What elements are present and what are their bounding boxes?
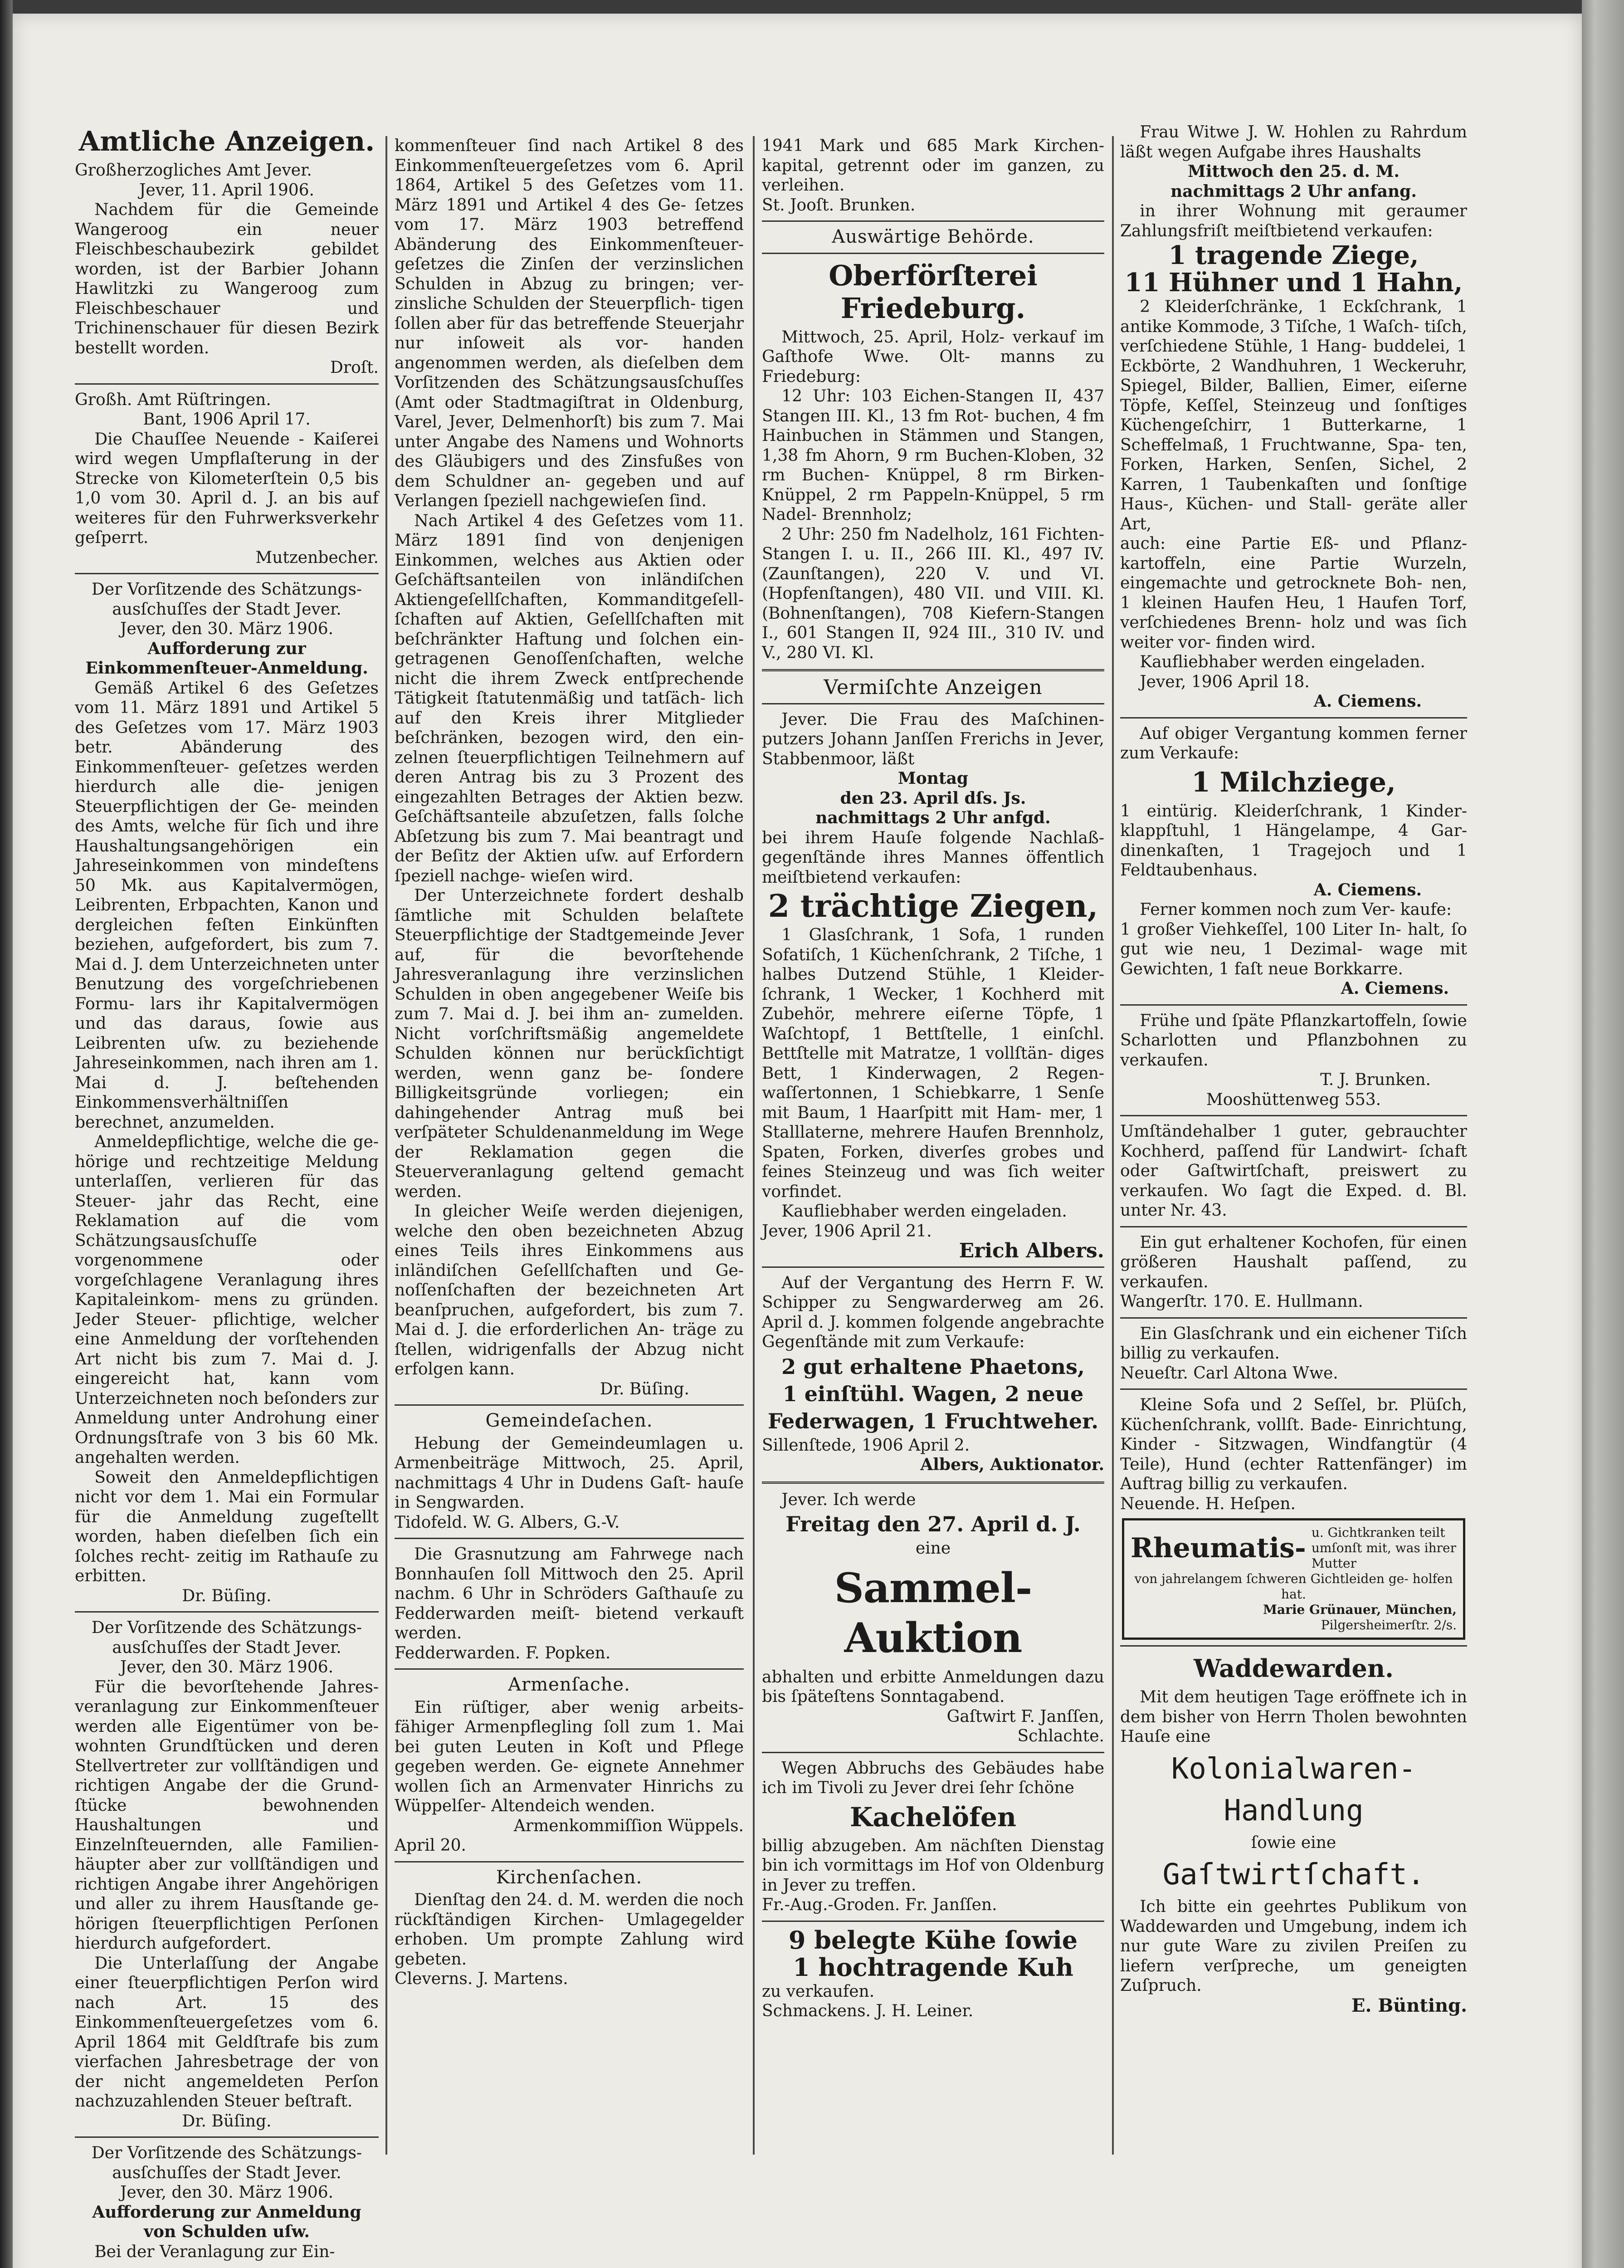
section-heading-gemeindesachen: Gemeindeſachen.	[485, 1410, 653, 1431]
divider	[1120, 1226, 1467, 1227]
ad-day: Montag	[897, 769, 969, 788]
notice-text: Für die bevorſtehende Jahres- veranlagung zur Einkommenſteuer werden alle Eigentümer von be- wohnten Grundſtücken und deren Stellvertreter zur vollſtändigen und richtigen Angabe der die Grund- ſtücke bewohnenden Haushaltungen und Einzelnſteuernden, alle Familien- häupter aber zur vollſtändigen und richtigen Angabe ihrer Angehörigen und aller zu ihrem Hausſtande ge- hörigen ſteuerpflichtigen Perſonen hierdurch aufgefordert.	[75, 1677, 379, 1953]
ad-text: in ihrer Wohnung mit geraumer Zahlungsfriſt meiſtbietend verkaufen:	[1120, 202, 1467, 240]
notice-signature: Droſt.	[330, 358, 379, 377]
notice-authority: Großherzogliches Amt Jever.	[75, 161, 312, 180]
notice-authority: Der Vorſitzende des Schätzungs- ausſchuſſes der Stadt Jever.	[91, 2144, 362, 2182]
ad-text: auch: eine Partie Eß- und Pflanz- kartoffeln, eine Partie Wurzeln, eingemachte und getrocknete Boh- nen, 1 kleinen Haufen Heu, 1 Haufen Torf, verſchiedenes Brenn- holz und was ſich weiter vor- finden wird.	[1120, 534, 1467, 652]
ad-text: Ich bitte ein geehrtes Publikum von Waddewarden und Umgebung, indem ich nur gute Ware zu zivilen Preiſen zu liefern verſpreche, um geneigten Zuſpruch.	[1120, 1897, 1467, 1995]
divider	[762, 1921, 1104, 1922]
column-rule-1	[385, 136, 387, 2155]
ad-headline-ziegen: 2 trächtige Ziegen,	[768, 888, 1098, 924]
ad-signature: Fr.-Aug.-Groden. Fr. Janſſen.	[762, 1896, 997, 1914]
ad-time: nachmittags 2 Uhr anfgd.	[815, 808, 1051, 827]
notice-date: Jever, den 30. März 1906.	[120, 1658, 334, 1677]
ad-signature: A. Ciemens.	[1341, 979, 1449, 998]
divider	[1120, 717, 1467, 719]
ad-headline-gastwirtschaft: Gaſtwirtſchaft.	[1162, 1858, 1425, 1892]
divider	[75, 573, 379, 574]
divider	[762, 1752, 1104, 1753]
ad-text: Umſtändehalber 1 guter, gebrauchter Kochherd, paſſend für Landwirt- ſchaft oder Gaſtwirtſchaft, preiswert zu verkaufen. Wo ſagt die Exped. d. Bl. unter Nr. 43.	[1120, 1122, 1467, 1220]
ad-signature: A. Ciemens.	[1313, 880, 1422, 899]
ad-title-oberfoersterei: Oberförſterei Friedeburg.	[829, 259, 1038, 325]
rheumatis-ad-title: Rheumatis-	[1131, 1532, 1306, 1564]
notice-text: In gleicher Weiſe werden diejenigen, welche den oben bezeichneten Abzug eines Teils ihres Einkommens aus inländiſchen Geſellſchaften und Ge- noſſenſchaften der bezeichneten Art beanſpruchen, aufgefordert, bis zum 7. Mai d. J. die erforderlichen An- träge zu ſtellen, widrigenfalls der Abzug nicht erfolgen kann.	[395, 1202, 744, 1378]
divider	[1120, 1317, 1467, 1319]
ad-date: Jever, 1906 April 18.	[1140, 672, 1310, 691]
notice-text: 1941 Mark und 685 Mark Kirchen- kapital, getrennt oder im ganzen, zu verleihen.	[762, 137, 1104, 195]
ad-signature: T. J. Brunken.	[1320, 1070, 1431, 1089]
ad-signature: Albers, Auktionator.	[920, 1455, 1104, 1474]
divider	[762, 220, 1104, 222]
rheumatis-ad-side-text: u. Gichtkranken teilt umſonſt mit, was ihrer Mutter	[1311, 1525, 1457, 1571]
notice-text: Die Grasnutzung am Fahrwege nach Bonnhauſen ſoll Mittwoch den 25. April nachm. 6 Uhr in Schröders Gaſthauſe zu Fedderwarden meiſt- bietend verkauft werden.	[395, 1545, 744, 1642]
ad-text: 1 eintürig. Kleiderſchrank, 1 Kinder- klappſtuhl, 1 Hängelampe, 4 Gar- dinenkaſten, 1 Tragejoch und 1 Feldtaubenhaus.	[1120, 802, 1467, 880]
ad-text: 12 Uhr: 103 Eichen-Stangen II, 437 Stangen III. Kl., 13 fm Rot- buchen, 4 fm Hainbuchen in Stämmen und Stangen, 1,38 fm Ahorn, 9 rm Buchen-Kloben, 32 rm Buchen- Knüppel, 8 rm Birken-Knüppel, 2 rm Pappeln-Knüppel, 5 rm Nadel- Brennholz;	[762, 387, 1104, 524]
divider	[395, 1861, 744, 1862]
ad-text: 2 Kleiderſchränke, 1 Eckſchrank, 1 antike Kommode, 3 Tiſche, 1 Waſch- tiſch, verſchiedene Stühle, 1 Hang- buddelei, 1 Eckbörte, 2 Wandhuhren, 1 Weckeruhr, Spiegel, Bilder, Ballien, Eimer, eiſerne Töpfe, Keſſel, Steinzeug und ſonſtiges Küchengeſchirr, 1 Butterkarne, 1 Scheffelmaß, 1 Fruchtwanne, Spa- ten, Forken, Harken, Senſen, Sichel, 2 Karren, 1 Taubenkaſten und ſonſtige Haus-, Küchen- und Stall- geräte aller Art,	[1120, 298, 1467, 533]
divider	[1120, 1115, 1467, 1116]
notice-text: Soweit den Anmeldepflichtigen nicht vor dem 1. Mai ein Formular für die Anmeldung zugeſtellt worden, haben dieſelben ſich ein ſolches recht- zeitig im Rathauſe zu erbitten.	[75, 1468, 379, 1585]
section-heading-armensache: Armenſache.	[508, 1674, 630, 1695]
notice-text: Ein rüſtiger, aber wenig arbeits- fähiger Armenpflegling ſoll zum 1. Mai bei guten Leuten in Koſt und Pflege gegeben werden. Ge- eignete Annehmer wollen ſich an Armenvater Hinrichs zu Wüppelſer- Altendeich wenden.	[395, 1698, 744, 1815]
divider	[75, 1611, 379, 1613]
divider	[395, 1404, 744, 1406]
notice-text: Gemäß Artikel 6 des Geſetzes vom 11. März 1891 und Artikel 5 des Geſetzes vom 17. März 1903 betr. Abänderung des Einkommenſteuer- geſetzes werden hierdurch alle die- jenigen Steuerpflichtigen der Ge- meinden des Amts, welche für ſich und ihre Haushaltungsangehörigen ein Jahreseinkommen von mindeſtens 50 Mk. aus Kapitalvermögen, Leibrenten, Erbpachten, Kanon und dergleichen feſten Einkünften beziehen, aufgefordert, bis zum 7. Mai d. J. dem Unterzeichneten unter Benutzung des vorgeſchriebenen Formu- lars ihr Kapitalvermögen und das daraus, ſowie aus Leibrenten uſw. zu beziehende Jahreseinkommen, nach ihren am 1. Mai d. J. beſtehenden Einkommensverhältniſſen berechnet, anzumelden.	[75, 679, 379, 1132]
column-rule-2	[753, 136, 755, 2155]
ad-text: eine	[915, 1539, 951, 1558]
notice-authority: Der Vorſitzende des Schätzungs- ausſchuſſes der Stadt Jever.	[91, 1618, 362, 1657]
notice-signature: Mutzenbecher.	[255, 548, 379, 567]
notice-title: Einkommenſteuer-Anmeldung.	[85, 659, 368, 678]
ad-date: den 23. April dſs. Js.	[840, 788, 1026, 808]
ad-text: Wegen Abbruchs des Gebäudes habe ich im Tivoli zu Jever drei ſehr ſchöne	[762, 1759, 1104, 1797]
ad-text: abhalten und erbitte Anmeldungen dazu bis ſpäteſtens Sonntagabend.	[762, 1667, 1104, 1706]
ad-text: 1 großer Viehkeſſel, 100 Liter In- halt, ſo gut wie neu, 1 Dezimal- wage mit Gewichten, 1 faſt neue Borkkarre.	[1120, 920, 1467, 978]
notice-date: Jever, den 30. März 1906.	[120, 620, 334, 638]
ad-signature: Erich Albers.	[959, 1239, 1104, 1262]
ad-headline-ziege: 1 tragende Ziege,	[1168, 240, 1419, 270]
notice-signature: St. Jooſt. Brunken.	[762, 196, 916, 215]
notice-title: Aufforderung zur	[147, 639, 306, 658]
ad-signature: Schmackens. J. H. Leiner.	[762, 2002, 974, 2020]
ad-signature: Neuende. H. Heſpen.	[1120, 1494, 1296, 1513]
notice-text: Die Unterlaſſung der Angabe einer ſteuerpflichtigen Perſon wird nach Art. 15 des Einkommenſteuergeſetzes vom 6. April 1864 mit Geldſtrafe bis zum vierfachen Jahresbetrage der von der nicht angemeldeten Perſon nachzuzahlenden Steuer beſtraft.	[75, 1954, 379, 2111]
ad-signature: A. Ciemens.	[1313, 692, 1422, 711]
notice-signature: Dr. Büſing.	[600, 1379, 689, 1398]
notice-text: kommenſteuer ſind nach Artikel 8 des Einkommenſteuergeſetzes vom 6. April 1864, Artikel 5 des Geſetzes vom 11. März 1891 und Artikel 4 des Ge- ſetzes vom 17. März 1903 betreffend Abänderung des Einkommenſteuer- geſetzes die Zinſen der verzinslichen Schulden in Abzug zu bringen; ver- zinsliche Schulden der Steuerpflich- tigen ſollen aber für das betreffende Steuerjahr nur inſoweit als vor- handen angenommen werden, als dieſelben dem Vorſitzenden des Schätzungsausſchuſſes (Amt oder Stadtmagiſtrat in Oldenburg, Varel, Jever, Delmenhorſt) bis zum 7. Mai unter Angabe des Namens und Wohnorts des Gläubigers und des Zinsfußes von dem Schuldner an- gegeben und auf Verlangen ſpeziell nachgewieſen ſind.	[395, 137, 744, 510]
ad-text: zu verkaufen.	[762, 1982, 875, 2001]
ad-headline-phaetons: Federwagen, 1 Fruchtweher.	[767, 1408, 1099, 1433]
ad-text: Frühe und ſpäte Pflanzkartoffeln, ſowie Scharlotten und Pflanzbohnen zu verkaufen.	[1120, 1011, 1467, 1070]
notice-text: Nachdem für die Gemeinde Wangeroog ein neuer Fleischbeschaubezirk gebildet worden, ist der Barbier Johann Hawlitzki zu Wangeroog zum Fleischbeschauer und Trichinenschauer für diesen Bezirk bestellt worden.	[75, 200, 379, 357]
notice-authority: Großh. Amt Rüſtringen.	[75, 390, 271, 409]
column-3	[762, 136, 1104, 2159]
ad-text: Auf der Vergantung des Herrn F. W. Schipper zu Sengwarderweg am 26. April d. J. kommen folgende angebrachte Gegenſtände mit zum Verkaufe:	[762, 1273, 1104, 1351]
divider	[1120, 1645, 1467, 1647]
rheumatis-ad-text: von jahrelangem ſchweren Gichtleiden ge- holfen hat.	[1134, 1571, 1453, 1602]
ad-headline-waddewarden: Waddewarden.	[1194, 1654, 1394, 1683]
section-heading-vermischte: Vermiſchte Anzeigen	[824, 676, 1043, 699]
ad-text: bei ihrem Hauſe folgende Nachlaß- gegenſtände ihres Mannes öffentlich meiſtbietend verkaufen:	[762, 828, 1104, 887]
ad-text: Jever. Ich werde	[781, 1490, 916, 1509]
divider	[762, 703, 1104, 704]
scan-right-edge	[1582, 0, 1624, 2268]
notice-signature: Dr. Büſing.	[182, 2112, 272, 2131]
column-rule-3	[1112, 136, 1114, 2155]
divider	[1120, 1004, 1467, 1006]
ad-headline-sammel-auktion: Sammel-Auktion	[834, 1564, 1032, 1662]
ad-day: Mittwoch den 25. d. M.	[1188, 162, 1400, 181]
ad-text: Ein gut erhaltener Kochofen, für einen größeren Haushalt paſſend, zu verkaufen.	[1120, 1233, 1467, 1291]
notice-signature: Tidofeld. W. G. Albers, G.-V.	[395, 1513, 620, 1532]
ad-signature-place: Schlachte.	[1017, 1727, 1104, 1745]
divider	[762, 253, 1104, 254]
ad-text: billig abzugeben. Am nächſten Dienstag bin ich vormittags im Hof von Oldenburg in Jever zu treffen.	[762, 1836, 1104, 1895]
rheumatis-ad-header	[1131, 1525, 1457, 1571]
ad-headline-milchziege: 1 Milchziege,	[1191, 766, 1396, 798]
scan-left-edge	[0, 0, 13, 2268]
divider	[75, 2136, 379, 2138]
notice-text: Dienſtag den 24. d. M. werden die noch rückſtändigen Kirchen- Umlagegelder erhoben. Um prompte Zahlung wird gebeten.	[395, 1891, 744, 1969]
divider	[395, 1538, 744, 1539]
notice-signature: Armenkommiſſion Wüppels.	[513, 1816, 744, 1835]
ad-headline-huehner: 11 Hühner und 1 Hahn,	[1124, 268, 1463, 298]
ad-headline-kolonialwaren: Kolonialwaren-	[1171, 1752, 1416, 1786]
notice-signature: Cleverns. J. Martens.	[395, 1970, 568, 1988]
notice-signature: Fedderwarden. F. Popken.	[395, 1643, 611, 1662]
notice-text: Anmeldepflichtige, welche die ge- hörige und rechtzeitige Meldung unterlaſſen, verlieren für das Steuer- jahr das Recht, eine Reklamation auf die vom Schätzungsausſchuſſe vorgenommene oder vorgeſchlagene Veranlagung ihres Kapitaleinkom- mens zu gründen. Jeder Steuer- pflichtige, welcher eine Anmeldung der vorſtehenden Art nicht bis zum 7. Mai d. J. eingereicht hat, kann vom Unterzeichneten noch beſonders zur Anmeldung unter Androhung einer Ordnungsſtrafe von 3 bis 60 Mk. angehalten werden.	[75, 1133, 379, 1467]
ad-address: Mooshüttenweg 553.	[1206, 1090, 1381, 1109]
rheumatis-ad-box	[1122, 1518, 1465, 1640]
notice-text: Hebung der Gemeindeumlagen u. Armenbeiträge Mittwoch, 25. April, nachmittags 4 Uhr in Dudens Gaſt- hauſe in Sengwarden.	[395, 1434, 744, 1512]
ad-headline-handlung: Handlung	[1224, 1794, 1364, 1828]
notice-text: Die Chauſſee Neuende - Kaiſerei wird wegen Umpflaſterung in der Strecke von Kilometerſtein 0,5 bis 1,0 vom 30. April d. J. an bis auf weiteres für den Fuhrwerksverkehr geſperrt.	[75, 430, 379, 547]
ad-text: Ein Glasſchrank und ein eichener Tiſch billig zu verkaufen.	[1120, 1324, 1467, 1363]
ad-signature: E. Bünting.	[1351, 1994, 1467, 2016]
ad-text: Kaufliebhaber werden eingeladen.	[781, 1202, 1067, 1221]
ad-time: nachmittags 2 Uhr anfang.	[1170, 181, 1417, 201]
ad-text: Kaufliebhaber werden eingeladen.	[1140, 653, 1425, 671]
section-heading-amtliche: Amtliche Anzeigen.	[78, 126, 375, 157]
ad-text: Auf obiger Vergantung kommen ferner zum Verkaufe:	[1120, 724, 1467, 763]
ad-date: Jever, 1906 April 21.	[762, 1222, 932, 1241]
ad-text: Kleine Sofa und 2 Seſſel, br. Plüſch, Küchenſchrank, vollſt. Bade- Einrichtung, Kinder - Sitzwagen, Windfangtür (4 Teile), Hund (echter Rattenfänger) im Auftrag billig zu verkaufen.	[1120, 1396, 1467, 1493]
section-heading-kirchensachen: Kirchenſachen.	[496, 1867, 643, 1888]
notice-text: Der Unterzeichnete fordert deshalb ſämtliche mit Schulden belaſtete Steuerpflichtige der Stadtgemeinde Jever auf, für die bevorſtehende Jahresveranlagung ihre verzinslichen Schulden in oben angegebener Weiſe bis zum 7. Mai d. J. bei ihm an- zumelden. Nicht vorſchriftsmäßig angemeldete Schulden können nur berückſichtigt werden, wenn ganz be- ſondere Billigkeitsgründe vorliegen; ein dahingehender Antrag muß bei verſpäteter Schuldenanmeldung im Wege der Reklamation gegen die Steuerveranlagung geltend gemacht werden.	[395, 886, 744, 1201]
notice-title: von Schulden uſw.	[144, 2222, 310, 2241]
ad-headline-phaetons: 2 gut erhaltene Phaetons,	[781, 1354, 1085, 1379]
ad-text: Mittwoch, 25. April, Holz- verkauf im Gaſthofe Wwe. Olt- manns zu Friedeburg:	[762, 327, 1104, 386]
divider	[762, 669, 1104, 671]
column-2	[395, 136, 744, 2159]
ad-signature: Gaſtwirt F. Janſſen,	[946, 1707, 1104, 1726]
column-4	[1120, 122, 1467, 2146]
ad-day: Freitag den 27. April d. J.	[785, 1512, 1081, 1536]
column-1	[75, 122, 379, 2261]
notice-date: Jever, den 30. März 1906.	[120, 2183, 334, 2202]
notice-text: Nach Artikel 4 des Geſetzes vom 11. März 1891 ſind von denjenigen Einkommen, welches aus Aktien oder Geſchäftsanteilen von inländiſchen Aktiengeſellſchaften, Kommanditgeſell- ſchaften auf Aktien, Geſellſchaften mit beſchränkter Haftung und ſolchen ein- getragenen Genoſſenſchaften, welche nicht die ihrem Zweck entſprechende Tätigkeit ſtatutenmäßig und tatſäch- lich auf den Kreis ihrer Mitglieder beſchränken, bezogen wird, den ein- zelnen ſteuerpflichtigen Teilnehmern auf deren Antrag bis zu 3 Prozent des eingezahlten Betrages der Aktien bezw. Geſchäftsanteile abzuſetzen, falls ſolche Abſetzung bis zum 7. Mai beantragt und der Beſitz der Aktien uſw. auf Erfordern ſpeziell nachge- wieſen wird.	[395, 511, 744, 885]
rheumatis-ad-sender: Marie Grünauer, München,	[1263, 1602, 1457, 1617]
ad-text: Mit dem heutigen Tage eröffnete ich in dem bisher von Herrn Tholen bewohnten Hauſe eine	[1120, 1688, 1467, 1746]
divider	[1120, 1388, 1467, 1390]
ad-text: 2 Uhr: 250 fm Nadelholz, 161 Fichten-Stangen I. u. II., 266 III. Kl., 497 IV. (Zaunſtangen), 220 V. und VI. (Hopfenſtangen), 480 VII. und VIII. Kl. (Bohnenſtangen), 708 Kiefern-Stangen I., 601 Stangen II, 924 III., 310 IV. und V., 280 VI. Kl.	[762, 525, 1104, 662]
divider	[75, 383, 379, 385]
notice-text: Bei der Veranlagung zur Ein-	[94, 2242, 335, 2261]
ad-headline-kuehe: 9 belegte Kühe ſowie	[788, 1925, 1078, 1955]
ad-headline-kuehe: 1 hochtragende Kuh	[793, 1952, 1073, 1982]
notice-authority: Der Vorſitzende des Schätzungs- ausſchuſſes der Stadt Jever.	[91, 580, 362, 619]
divider	[762, 1481, 1104, 1484]
divider	[762, 1266, 1104, 1268]
notice-date: Jever, 11. April 1906.	[139, 181, 314, 200]
notice-date: Bant, 1906 April 17.	[143, 410, 311, 429]
divider	[395, 1668, 744, 1670]
ad-text: ſowie eine	[1251, 1833, 1336, 1852]
ad-signature: Neueſtr. Carl Altona Wwe.	[1120, 1364, 1338, 1383]
ad-headline-phaetons: 1 einſtühl. Wagen, 2 neue	[782, 1381, 1084, 1406]
ad-date: Sillenſtede, 1906 April 2.	[762, 1436, 970, 1455]
rheumatis-ad-address: Pilgersheimerſtr. 2/s.	[1321, 1618, 1457, 1633]
ad-signature: Wangerſtr. 170. E. Hullmann.	[1120, 1292, 1363, 1311]
ad-text: 1 Glasſchrank, 1 Sofa, 1 runden Sofatiſch, 1 Küchenſchrank, 2 Tiſche, 1 halbes Dutzend Stühle, 1 Kleider- ſchrank, 1 Wecker, 1 Kochherd mit Zubehör, mehrere eiſerne Töpfe, 1 Waſchtopf, 1 Bettſtelle, 1 einſchl. Bettſtelle mit Matratze, 1 vollſtän- diges Bett, 1 Kinderwagen, 2 Regen- waſſertonnen, 1 Schiebkarre, 1 Senſe mit Baum, 1 Haarſpitt mit Ham- mer, 1 Stalllaterne, mehrere Haufen Brennholz, Spaten, Forken, diverſes grobes und feines Steinzeug und was ſich weiter vorfindet.	[762, 926, 1104, 1201]
notice-date: April 20.	[395, 1836, 466, 1855]
notice-signature: Dr. Büſing.	[182, 1586, 272, 1605]
ad-text: Jever. Die Frau des Maſchinen- putzers Johann Janſſen Frerichs in Jever, Stabbenmoor, läßt	[762, 710, 1104, 768]
ad-text: Frau Witwe J. W. Hohlen zu Rahrdum läßt wegen Aufgabe ihres Haushalts	[1120, 123, 1467, 161]
notice-title: Aufforderung zur Anmeldung	[92, 2202, 361, 2222]
section-heading-auswaertige: Auswärtige Behörde.	[832, 226, 1034, 247]
ad-headline-kacheloefen: Kachelöfen	[849, 1801, 1017, 1833]
ad-text: Ferner kommen noch zum Ver- kaufe:	[1140, 900, 1452, 919]
